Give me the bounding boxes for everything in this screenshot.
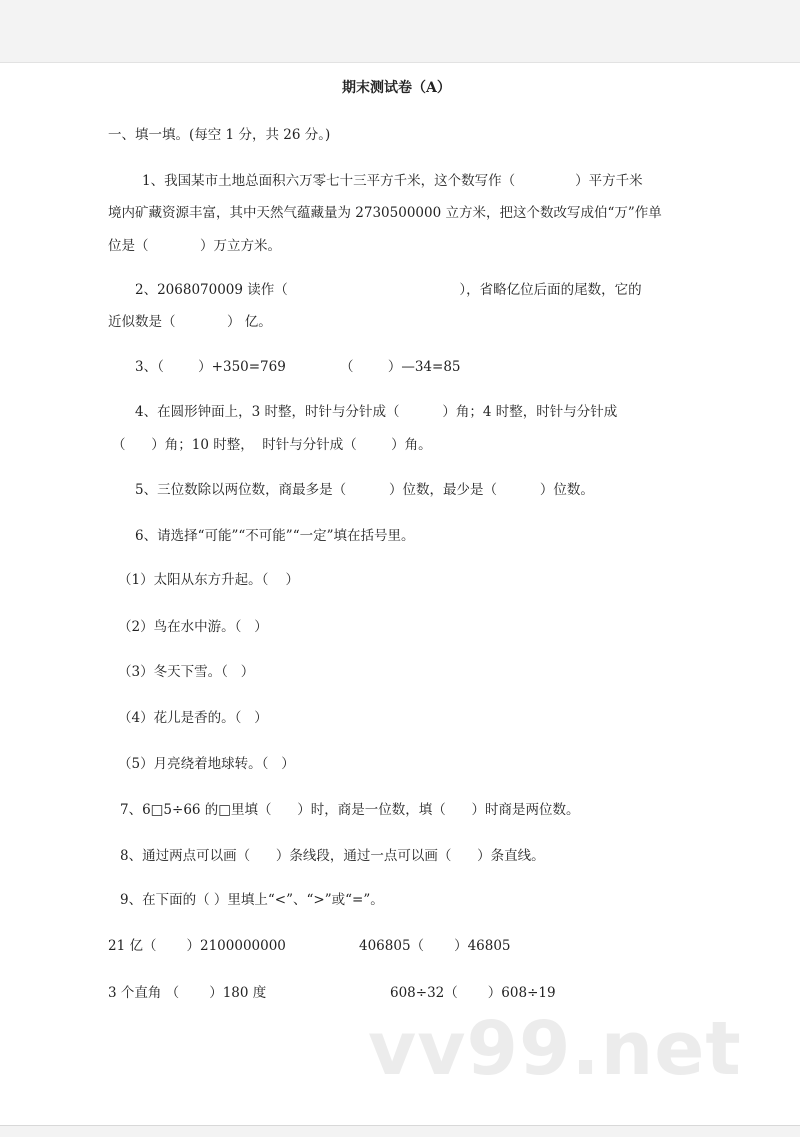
question-7: 7、6□5÷66 的□里填（ ）时，商是一位数，填（ ）时商是两位数。 xyxy=(120,802,580,818)
question-2-line-2: 近似数是（ ） 亿。 xyxy=(108,314,272,330)
watermark: vv99.net xyxy=(368,1006,742,1092)
question-6-item: （1）太阳从东方升起。（ ） xyxy=(118,572,300,588)
question-4-line-1: 4、在圆形钟面上，3 时整，时针与分针成（ ）角；4 时整，时针与分针成 xyxy=(135,404,618,420)
question-1-line-2: 境内矿藏资源丰富，其中天然气蕴藏量为 2730500000 立方米，把这个数改写成伯“万”作单 xyxy=(108,205,662,221)
question-3a: 3、（ ）+350=769 xyxy=(135,359,286,375)
question-1-line-3: 位是（ ）万立方米。 xyxy=(108,238,281,254)
question-9: 9、在下面的（ ）里填上“<”、“>”或“=”。 xyxy=(120,892,384,908)
question-1-line-1: 1、我国某市土地总面积六万零七十三平方千米，这个数写作（ ）平方千米 xyxy=(142,173,643,189)
page-title: 期末测试卷（A） xyxy=(342,80,451,96)
question-8: 8、通过两点可以画（ ）条线段，通过一点可以画（ ）条直线。 xyxy=(120,848,545,864)
question-6: 6、请选择“可能”“不可能”“一定”填在括号里。 xyxy=(135,528,415,544)
comparison-item: 608÷32（ ）608÷19 xyxy=(390,985,556,1001)
section-heading: 一、填一填。(每空 1 分，共 26 分。) xyxy=(108,127,331,143)
comparison-item: 406805（ ）46805 xyxy=(359,938,511,954)
question-4-line-2: （ ）角；10 时整， 时针与分针成（ ）角。 xyxy=(112,437,432,453)
question-3b: （ ）—34=85 xyxy=(340,359,461,375)
question-6-item: （3）冬天下雪。（ ） xyxy=(118,664,255,680)
question-6-item: （5）月亮绕着地球转。（ ） xyxy=(118,756,295,772)
question-6-item: （2）鸟在水中游。（ ） xyxy=(118,619,268,635)
question-2-line-1: 2、2068070009 读作（ ），省略亿位后面的尾数，它的 xyxy=(135,282,642,298)
comparison-item: 3 个直角 （ ）180 度 xyxy=(108,985,267,1001)
question-6-item: （4）花儿是香的。（ ） xyxy=(118,710,268,726)
question-5: 5、三位数除以两位数，商最多是（ ）位数，最少是（ ）位数。 xyxy=(135,482,594,498)
comparison-item: 21 亿（ ）2100000000 xyxy=(108,938,286,954)
